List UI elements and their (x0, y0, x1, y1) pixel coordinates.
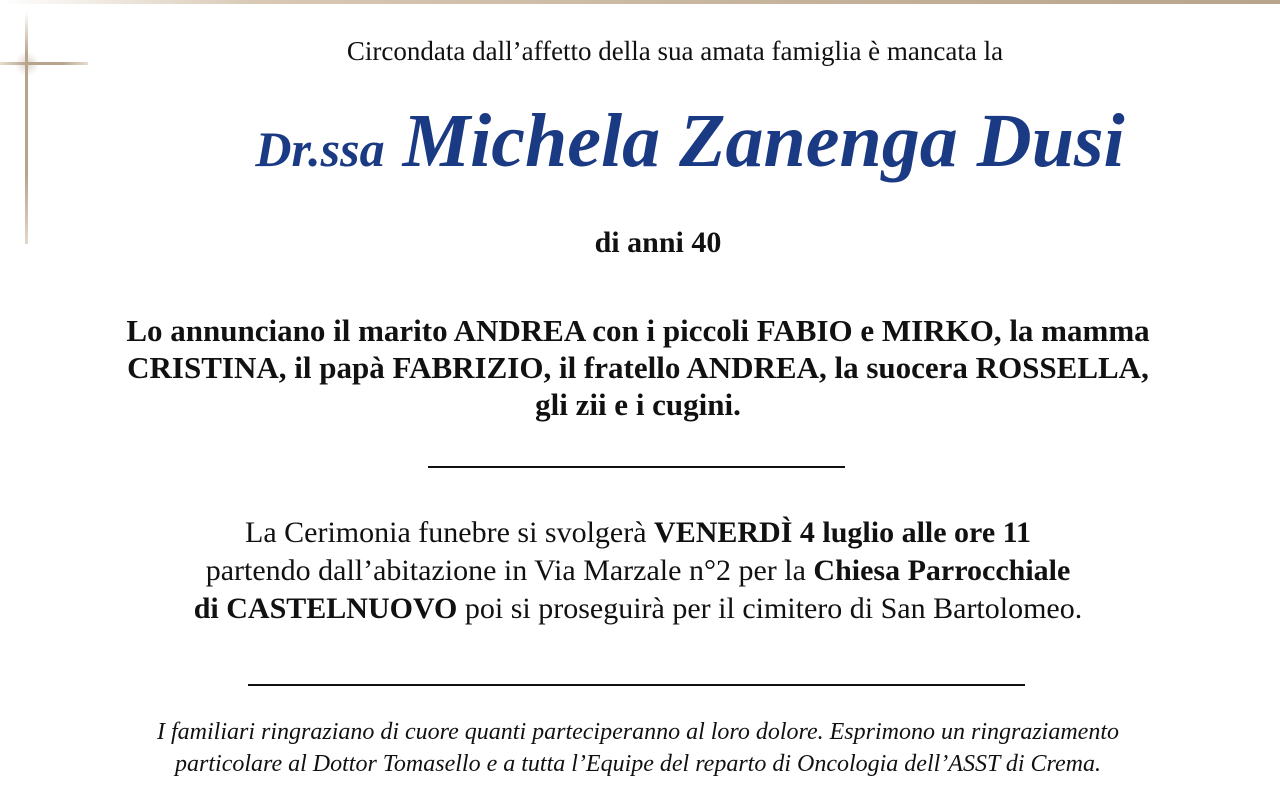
ceremony-text: La Cerimonia funebre si svolgerà (245, 516, 655, 549)
ceremony-line (40, 514, 1236, 552)
ceremony-text: partendo dall’abitazione in Via Marzale n°2 per la (205, 554, 814, 587)
top-border (0, 0, 1280, 4)
announcement (30, 312, 1246, 423)
ceremony-place: di CASTELNUOVO (193, 592, 458, 625)
ceremony-church: Chiesa Parrocchiale (813, 554, 1071, 587)
divider (248, 684, 1025, 686)
deceased-name (120, 98, 1260, 185)
ceremony-line (40, 552, 1236, 590)
ceremony-info (40, 514, 1236, 628)
ceremony-date: VENERDÌ 4 luglio alle ore 11 (654, 516, 1031, 549)
deceased-title: Dr.ssa (255, 121, 385, 177)
deceased-full-name: Michela Zanenga Dusi (402, 99, 1125, 183)
divider (428, 466, 845, 468)
intro-text: Circondata dall’affetto della sua amata famiglia è mancata la (346, 36, 1004, 66)
announcement-line: Lo annunciano il marito ANDREA con i piccoli FABIO e MIRKO, la mamma (126, 313, 1150, 348)
ceremony-text: poi si proseguirà per il cimitero di San Bartolomeo. (457, 592, 1083, 625)
thanks-text (40, 716, 1236, 780)
ceremony-line (40, 590, 1236, 628)
age-text: di anni 40 (594, 226, 722, 259)
announcement-line: gli zii e i cugini. (535, 387, 741, 422)
thanks-line: particolare al Dottor Tomasello e a tutta l’Equipe del reparto di Oncologia dell’ASST di Crema. (175, 751, 1101, 777)
announcement-line: CRISTINA, il papà FABRIZIO, il fratello ANDREA, la suocera ROSSELLA, (127, 350, 1149, 385)
cross-icon (0, 0, 95, 250)
thanks-line: I familiari ringraziano di cuore quanti parteciperanno al loro dolore. Esprimono un ringraziamento (157, 719, 1119, 745)
